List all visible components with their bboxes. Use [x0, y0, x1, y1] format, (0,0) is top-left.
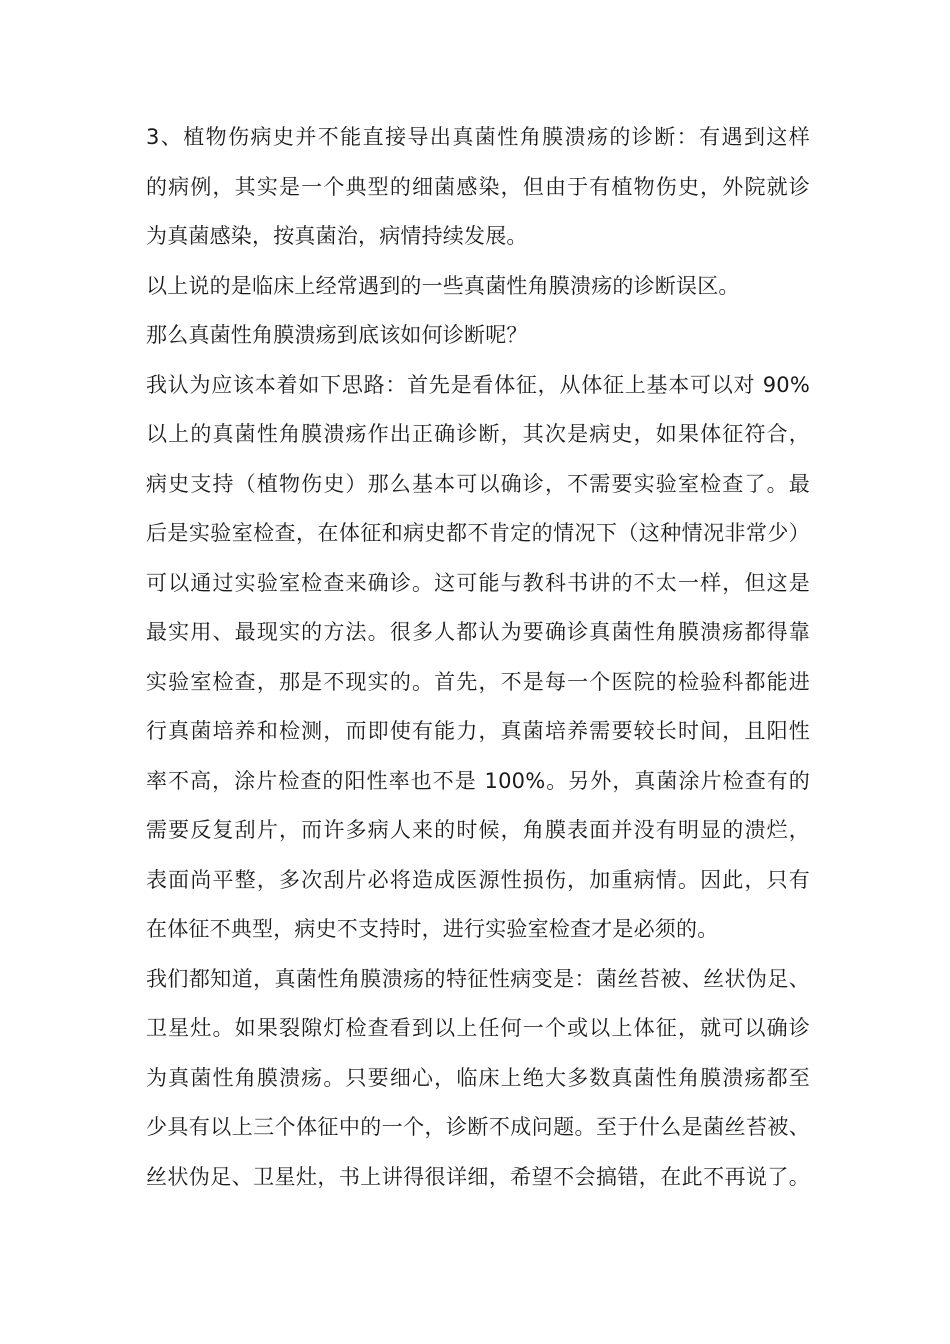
text-line: 的病例，其实是一个典型的细菌感染，但由于有植物伤史，外院就诊 — [146, 174, 810, 199]
text-line: 需要反复刮片，而许多病人来的时候，角膜表面并没有明显的溃烂， — [146, 818, 810, 842]
text-line: 为真菌感染，按真菌治，病情持续发展。 — [146, 224, 528, 248]
text-line: 少具有以上三个体征中的一个，诊断不成问题。至于什么是菌丝苔被、 — [146, 1115, 810, 1139]
text-line: 行真菌培养和检测，而即使有能力，真菌培养需要较长时间，且阳性 — [146, 719, 810, 743]
text-line: 在体征不典型，病史不支持时，进行实验室检查才是必须的。 — [146, 917, 719, 941]
text-line: 表面尚平整，多次刮片必将造成医源性损伤，加重病情。因此，只有 — [146, 867, 810, 892]
text-line: 以上的真菌性角膜溃疡作出正确诊断，其次是病史，如果体征符合， — [146, 422, 810, 446]
text-line: 丝状伪足、卫星灶，书上讲得很详细，希望不会搞错，在此不再说了。 — [146, 1164, 810, 1189]
text-line: 后是实验室检查，在体征和病史都不肯定的情况下（这种情况非常少） — [146, 521, 810, 545]
text-line: 最实用、最现实的方法。很多人都认为要确诊真菌性角膜溃疡都得靠 — [146, 620, 810, 644]
text-line: 病史支持（植物伤史）那么基本可以确诊，不需要实验室检查了。最 — [146, 471, 810, 496]
document-body — [146, 113, 810, 1202]
text-line: 那么真菌性角膜溃疡到底该如何诊断呢？ — [146, 323, 528, 347]
text-line: 可以通过实验室检查来确诊。这可能与教科书讲的不太一样，但这是 — [146, 570, 810, 595]
text-line: 率不高，涂片检查的阳性率也不是 100%。另外，真菌涂片检查有的 — [146, 768, 810, 793]
text-line: 3、植物伤病史并不能直接导出真菌性角膜溃疡的诊断：有遇到这样 — [146, 125, 810, 149]
text-line: 实验室检查，那是不现实的。首先，不是每一个医院的检验科都能进 — [146, 669, 810, 694]
text-line: 以上说的是临床上经常遇到的一些真菌性角膜溃疡的诊断误区。 — [146, 273, 740, 298]
text-line: 我们都知道，真菌性角膜溃疡的特征性病变是：菌丝苔被、丝状伪足、 — [146, 966, 810, 991]
text-line: 卫星灶。如果裂隙灯检查看到以上任何一个或以上体征，就可以确诊 — [146, 1016, 810, 1040]
text-line: 为真菌性角膜溃疡。只要细心，临床上绝大多数真菌性角膜溃疡都至 — [146, 1065, 810, 1090]
text-line: 我认为应该本着如下思路：首先是看体征，从体征上基本可以对 90% — [146, 372, 810, 397]
